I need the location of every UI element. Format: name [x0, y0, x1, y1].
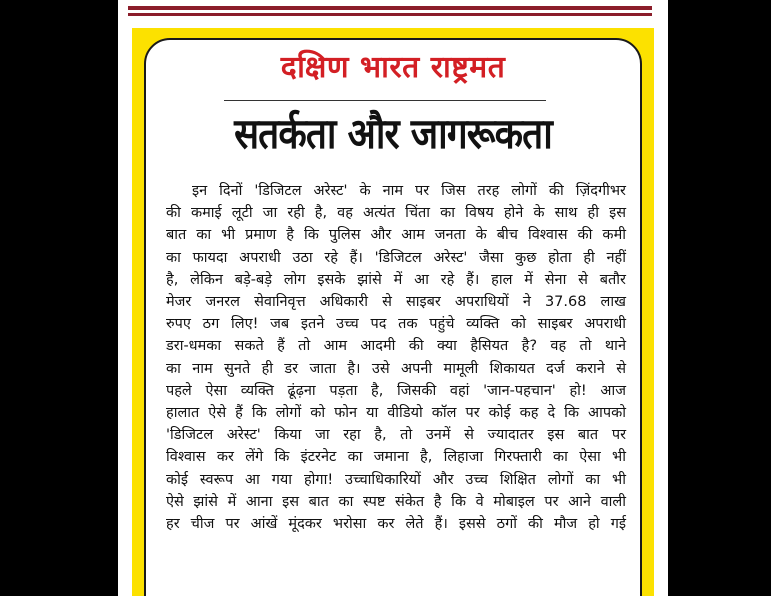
- body-line: 'डिजिटल अरेस्ट' किया जा रहा है, तो उनमें से ज्यादातर इस बात पर: [166, 427, 626, 444]
- body-line: इन दिनों 'डिजिटल अरेस्ट' के नाम पर जिस तरह लोगों की ज़िंदगीभर: [192, 183, 626, 199]
- body-line: का नाम सुनते ही डर जाता है। उसे अपनी मामूली शिकायत दर्ज कराने से: [166, 360, 626, 377]
- body-line: हर चीज पर आंखें मूंदकर भरोसा कर लेते हैं। इससे ठगों की मौज हो गई: [166, 516, 626, 533]
- editorial-headline: सतर्कता और जागरूकता: [234, 109, 552, 158]
- body-line: रुपए ठग लिए! जब इतने उच्च पद तक पहुंचे व्यक्ति को साइबर अपराधी: [166, 316, 626, 333]
- newspaper-page: [118, 0, 668, 596]
- editorial-box: [132, 28, 654, 596]
- editorial-card: [144, 38, 642, 596]
- body-line: डरा-धमका सकते हैं तो आम आदमी की क्या हैसियत है? वह तो थाने: [166, 338, 626, 355]
- masthead-underline: [224, 100, 546, 101]
- top-rule: [128, 6, 652, 10]
- body-line: का फायदा अपराधी उठा रहे हैं। 'डिजिटल अरेस्ट' जैसा कुछ होता ही नहीं: [166, 249, 626, 266]
- body-line: की कमाई लूटी जा रही है, वह अत्यंत चिंता का विषय होने के साथ ही इस: [166, 205, 626, 222]
- body-line: ऐसे झांसे में आना इस बात का स्पष्ट संकेत है कि वे मोबाइल पर आने वाली: [166, 493, 626, 510]
- body-line: है, लेकिन बड़े-बड़े लोग इसके झांसे में आ रहे हैं। हाल में सेना से बतौर: [166, 271, 626, 288]
- body-line: पहले ऐसा व्यक्ति ढूंढ़ना पड़ता है, जिसकी वहां 'जान-पहचान' हो! आज: [166, 382, 626, 399]
- masthead-title: दक्षिण भारत राष्ट्रमत: [280, 50, 506, 85]
- body-line: मेजर जनरल सेवानिवृत्त अधिकारी से साइबर अपराधियों ने 37.68 लाख: [166, 294, 626, 311]
- body-line: हालात ऐसे हैं कि लोगों को फोन या वीडियो कॉल पर कोई कह दे कि आपको: [166, 405, 626, 422]
- body-line: बात का भी प्रमाण है कि पुलिस और आम जनता के बीच विश्वास की कमी: [166, 227, 626, 244]
- top-rule-secondary: [128, 13, 652, 16]
- body-line: कोई स्वरूप आ गया होगा! उच्चाधिकारियों और उच्च शिक्षित लोगों का भी: [166, 471, 626, 488]
- editorial-body: [166, 180, 626, 535]
- body-line: विश्वास कर लेंगे कि इंटरनेट का जमाना है, लिहाजा गिरफ्तारी का ऐसा भी: [166, 449, 626, 466]
